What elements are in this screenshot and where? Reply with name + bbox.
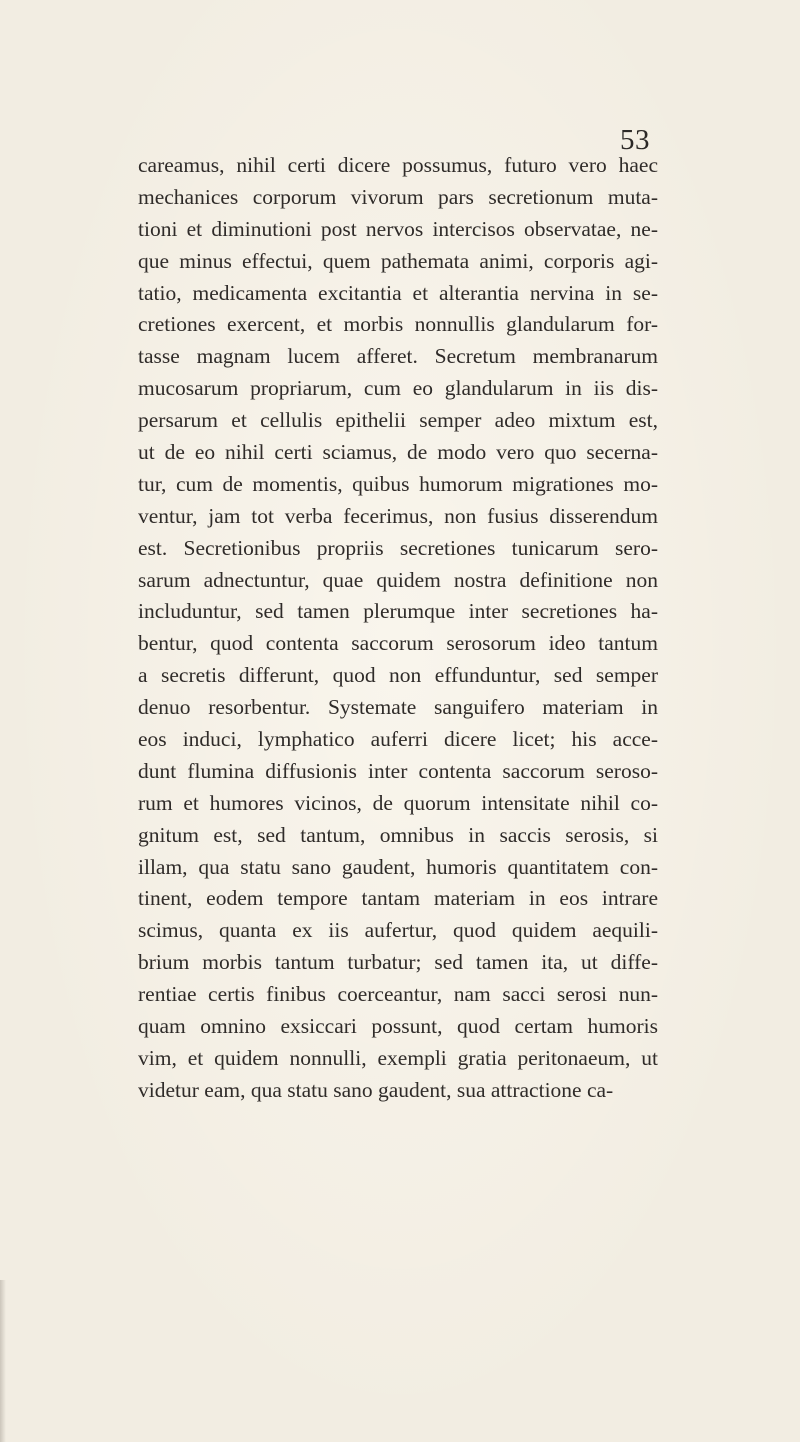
text-line: illam, qua statu sano gaudent, humoris quantitatem con- [138,854,658,879]
text-line: quam omnino exsiccari possunt, quod certam humoris [138,1014,658,1039]
text-line: a secretis differunt, quod non effunduntur, sed semper [138,663,658,688]
text-line: bentur, quod contenta saccorum serosorum ideo tantum [138,631,658,656]
page-number: 53 [620,124,650,156]
text-line: rentiae certis finibus coerceantur, nam sacci serosi nun- [138,982,658,1007]
text-line: videtur eam, qua statu sano gaudent, sua attractione ca- [138,1077,614,1102]
text-line: sarum adnectuntur, quae quidem nostra definitione non [138,567,658,592]
text-line: tur, cum de momentis, quibus humorum migrationes mo- [138,471,658,496]
text-line: ventur, jam tot verba fecerimus, non fusius disserendum [138,503,658,528]
text-line: eos induci, lymphatico auferri dicere licet; his acce- [138,727,658,752]
text-line: denuo resorbentur. Systemate sanguifero materiam in [138,695,658,720]
text-line: brium morbis tantum turbatur; sed tamen ita, ut diffe- [138,950,658,975]
text-line: ut de eo nihil certi sciamus, de modo vero quo secerna- [138,440,658,465]
text-line: gnitum est, sed tantum, omnibus in saccis serosis, si [138,822,658,847]
text-line: tatio, medicamenta excitantia et alterantia nervina in se- [138,280,658,305]
text-line: includuntur, sed tamen plerumque inter secretiones ha- [138,599,658,624]
text-line: tinent, eodem tempore tantam materiam in eos intrare [138,886,658,911]
text-line: rum et humores vicinos, de quorum intensitate nihil co- [138,790,658,815]
text-line: tioni et diminutioni post nervos intercisos observatae, ne- [138,216,658,241]
text-line: mechanices corporum vivorum pars secretionum muta- [138,184,658,209]
body-text [138,150,658,1107]
text-line: dunt flumina diffusionis inter contenta saccorum seroso- [138,758,658,783]
text-line: est. Secretionibus propriis secretiones tunicarum sero- [138,535,658,560]
page-edge-shadow [0,1280,6,1442]
text-line: que minus effectui, quem pathemata animi, corporis agi- [138,248,658,273]
text-line: tasse magnam lucem afferet. Secretum membranarum [138,344,658,369]
text-line: vim, et quidem nonnulli, exempli gratia peritonaeum, ut [138,1045,658,1070]
text-line: scimus, quanta ex iis aufertur, quod quidem aequili- [138,918,658,943]
text-line: careamus, nihil certi dicere possumus, futuro vero haec [138,153,658,177]
text-line: mucosarum propriarum, cum eo glandularum in iis dis- [138,376,658,401]
text-line: persarum et cellulis epithelii semper adeo mixtum est, [138,408,658,433]
text-line: cretiones exercent, et morbis nonnullis glandularum for- [138,312,658,337]
